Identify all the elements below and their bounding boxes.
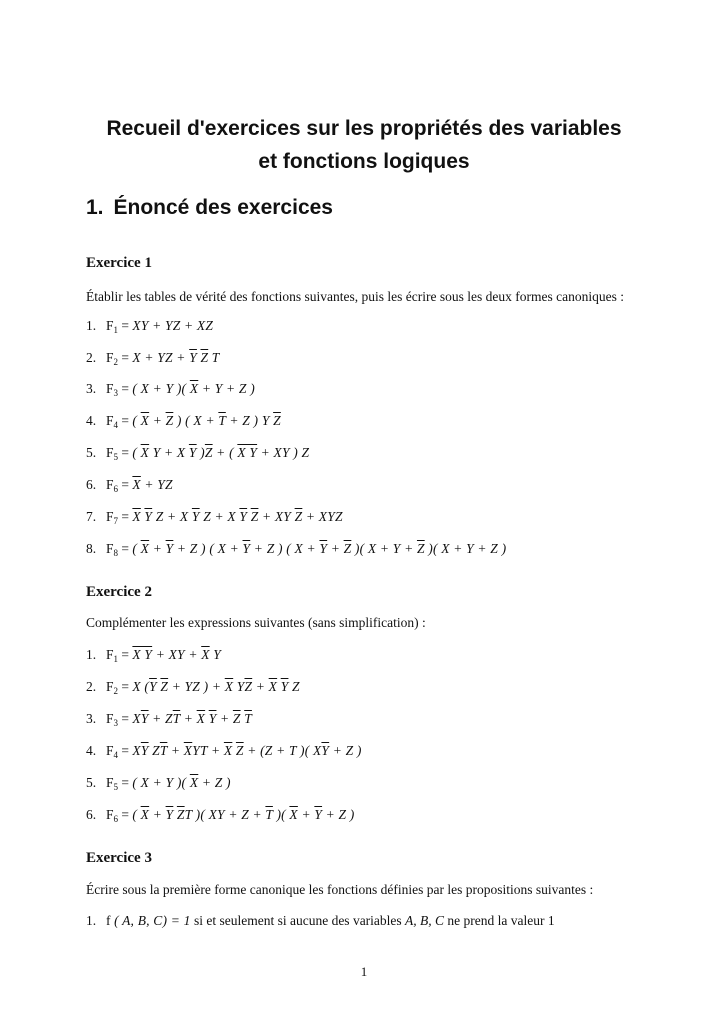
document-title [60, 112, 668, 178]
boolean-expression: ( X + Y )( $\overline{X} + Y + Z$ ) [132, 381, 255, 396]
boolean-expression: ( $\overline{X} + \overline{Z}$ ) ( $X + \overline{T} + Z$ ) Y $\overline{Z}$ [132, 413, 281, 428]
ex1-item [86, 350, 220, 367]
title-line-1: Recueil d'exercices sur les propriétés des variables [106, 117, 622, 140]
page-number: 1 [360, 964, 368, 979]
exercise-1-title: Exercice 1 [86, 255, 152, 271]
equals-sign: = [118, 413, 133, 428]
item-number: 6. [86, 477, 97, 492]
function-name: $F_8$ [106, 541, 119, 558]
boolean-expression: $\overline{X}$ + YZ [132, 477, 173, 492]
boolean-expression: ( $\overline{X} + \overline{Y} + Z$ ) ( $X + \overline{Y} + Z$ ) ( $X + \overline{Y} + \overline{Z}$ )( $X + Y + \overline{Z}$ )( X + Y + Z ) [132, 541, 507, 556]
function-name: $F_1$ [106, 318, 119, 335]
section-number: 1. [86, 196, 104, 219]
boolean-expression: X ($\overline{Y}$ $\overline{Z}$ + YZ ) + $\overline{X}$ $Y\overline{Z} + \overline{X}$ $\overline{Y}$ Z [132, 679, 300, 694]
function-name: $F_7$ [106, 509, 119, 526]
item-variables: A, B, C [405, 913, 445, 928]
item-number: 4. [86, 743, 97, 758]
item-number: 6. [86, 807, 97, 822]
ex1-item [86, 541, 506, 558]
item-number: 2. [86, 679, 97, 694]
boolean-expression: ( X + Y )( $\overline{X} + Z$ ) [132, 775, 231, 790]
ex1-item [86, 509, 343, 526]
equals-sign: = [118, 541, 133, 556]
item-number: 1. [86, 318, 97, 333]
boolean-expression: ( $\overline{X}$ Y + X $\overline{Y}$ )$\overline{Z}$ + ( X Y + XY ) Z [132, 445, 310, 460]
ex2-item [86, 679, 300, 696]
item-number: 8. [86, 541, 97, 556]
equals-sign: = [118, 743, 133, 758]
ex1-item [86, 413, 281, 430]
boolean-expression: $\overline{X}$ $\overline{Y}$ Z + X $\overline{Y}$ Z + X $\overline{Y}$ $\overline{Z}$ + XY $\overline{Z}$ + XYZ [132, 509, 343, 524]
boolean-expression: ( $\overline{X} + \overline{Y}$ $\overline{Z}T$ )( XY + $Z + \overline{T}$ )( $\overline{X} + \overline{Y} + Z$ ) [132, 807, 355, 822]
function-name: $F_5$ [106, 775, 119, 792]
ex3-item [86, 913, 555, 929]
function-name: $F_1$ [106, 647, 119, 664]
ex2-item [86, 775, 231, 792]
function-name: $F_2$ [106, 350, 119, 367]
item-text: si et seulement si aucune des variables [190, 913, 406, 928]
ex1-item [86, 318, 213, 335]
equals-sign: = [118, 647, 133, 662]
equals-sign: = [118, 381, 133, 396]
function-name: $F_2$ [106, 679, 119, 696]
exercise-1-statement: Établir les tables de vérité des fonctions suivantes, puis les écrire sous les deux formes canoniques : [86, 289, 624, 304]
item-number: 4. [86, 413, 97, 428]
function-name: $F_6$ [106, 807, 119, 824]
ex1-item [86, 381, 255, 398]
equals-sign: = [118, 477, 133, 492]
equals-sign: = [118, 775, 133, 790]
equals-sign: = [118, 445, 133, 460]
ex2-item [86, 807, 355, 824]
function-name: $F_4$ [106, 743, 119, 760]
function-name: f [106, 913, 111, 928]
section-title: Énoncé des exercices [113, 196, 333, 219]
item-number: 1. [86, 647, 97, 662]
equals-sign: = [118, 679, 133, 694]
function-name: $F_4$ [106, 413, 119, 430]
boolean-expression: X Y + XY + $\overline{X}$ Y [132, 647, 221, 662]
boolean-expression: $X\overline{Y}$ $Z\overline{T} + \overline{X}YT + \overline{X}$ $\overline{Z} + (Z + T$ )( $X\overline{Y} + Z$ ) [132, 743, 362, 758]
item-number: 5. [86, 775, 97, 790]
ex2-item [86, 711, 252, 728]
item-number: 3. [86, 711, 97, 726]
equals-sign: = [118, 807, 133, 822]
function-name: $F_6$ [106, 477, 119, 494]
exercise-3-statement: Écrire sous la première forme canonique les fonctions définies par les propositions suivantes : [86, 882, 594, 897]
section-heading [86, 196, 333, 220]
boolean-expression: ( A, B, C) = 1 [110, 913, 191, 928]
ex1-item [86, 445, 309, 462]
item-number: 5. [86, 445, 97, 460]
exercise-2-statement: Complémenter les expressions suivantes (sans simplification) : [86, 615, 426, 630]
equals-sign: = [118, 509, 133, 524]
item-number: 3. [86, 381, 97, 396]
item-number: 2. [86, 350, 97, 365]
ex1-item [86, 477, 173, 494]
item-number: 7. [86, 509, 97, 524]
equals-sign: = [118, 350, 133, 365]
title-line-2: et fonctions logiques [258, 150, 470, 173]
boolean-expression: $X\overline{Y} + Z\overline{T} + \overline{X}$ $\overline{Y} + \overline{Z}$ $\overline{T}$ [132, 711, 252, 726]
equals-sign: = [118, 711, 133, 726]
item-number: 1. [86, 913, 97, 928]
ex2-item [86, 647, 221, 664]
exercise-3-title: Exercice 3 [86, 850, 152, 866]
boolean-expression: XY + YZ + XZ [132, 318, 214, 333]
equals-sign: = [118, 318, 133, 333]
ex2-item [86, 743, 362, 760]
boolean-expression: X + YZ + $\overline{Y}$ $\overline{Z}$ T [132, 350, 220, 365]
function-name: $F_5$ [106, 445, 119, 462]
item-text-end: ne prend la valeur 1 [444, 913, 555, 928]
function-name: $F_3$ [106, 711, 119, 728]
function-name: $F_3$ [106, 381, 119, 398]
exercise-2-title: Exercice 2 [86, 584, 152, 600]
